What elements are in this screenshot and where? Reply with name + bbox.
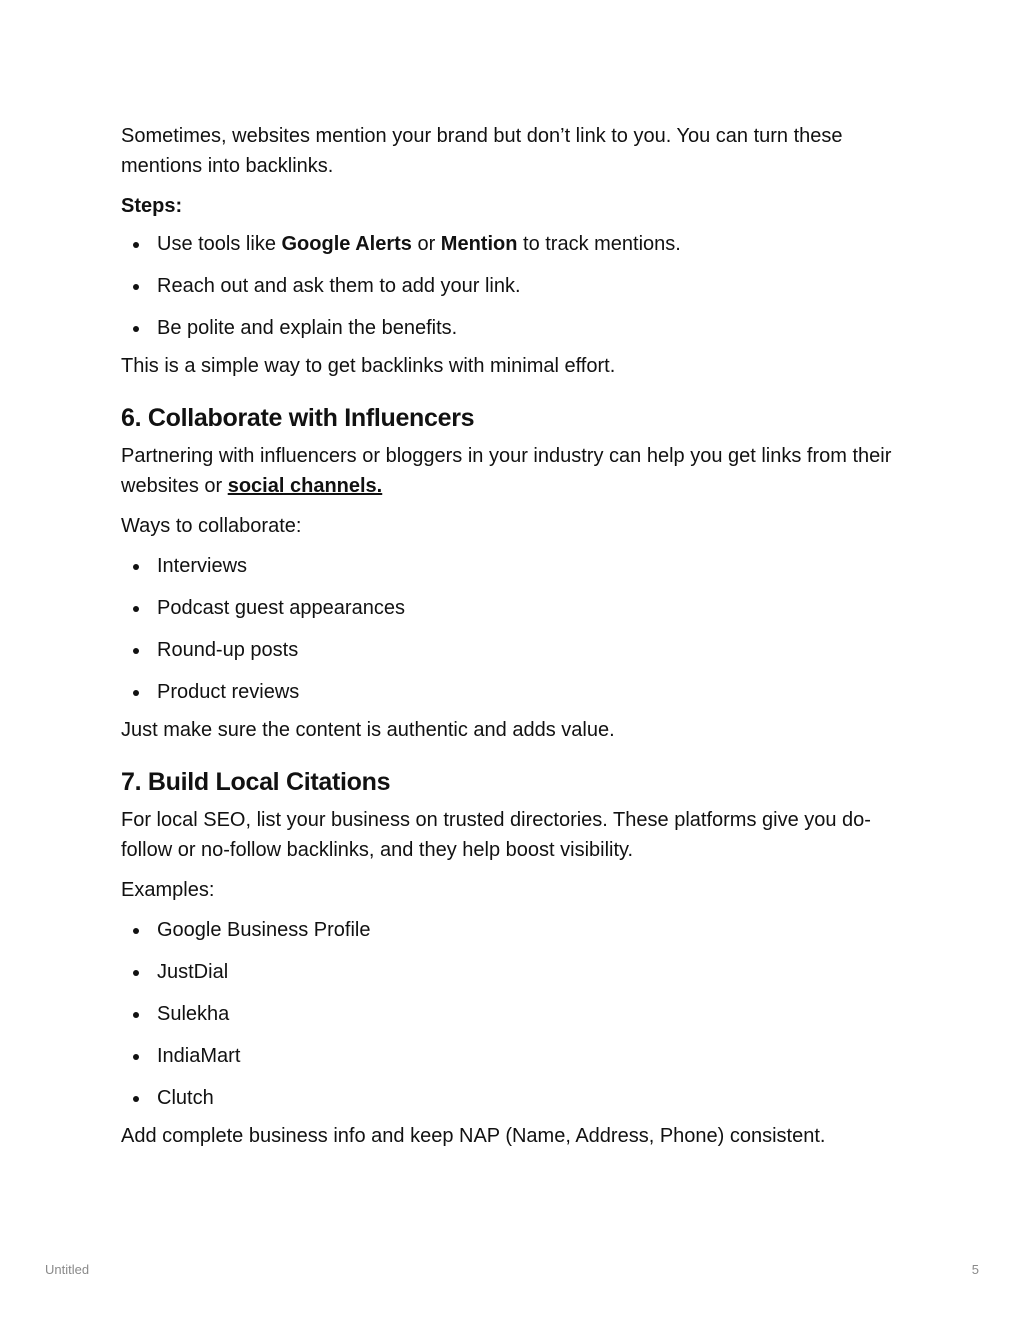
section6-body-text: Partnering with influencers or bloggers in your industry can help you get links from their websites or <box>121 445 892 497</box>
list-item <box>121 229 911 259</box>
list-item: Sulekha <box>121 999 911 1029</box>
list-item: Google Business Profile <box>121 915 911 945</box>
section7-list <box>121 915 911 1113</box>
list-item: JustDial <box>121 957 911 987</box>
section7-paragraph: For local SEO, list your business on trusted directories. These platforms give you do-follow or no-follow backlinks, and they help boost visibility. <box>121 809 871 861</box>
steps-label: Steps: <box>121 195 183 217</box>
intro-paragraph: Sometimes, websites mention your brand but don’t link to you. You can turn these mentions into backlinks. <box>121 125 843 177</box>
tool-name-google-alerts: Google Alerts <box>281 233 412 255</box>
step-text: Use tools like <box>157 233 282 255</box>
steps-list <box>121 229 911 343</box>
section6-closing: Just make sure the content is authentic and adds value. <box>121 719 615 741</box>
list-item: Interviews <box>121 551 911 581</box>
section7-heading: 7. Build Local Citations <box>121 768 391 796</box>
step-text: or <box>411 233 441 255</box>
list-item: IndiaMart <box>121 1041 911 1071</box>
section6-label: Ways to collaborate: <box>121 515 302 537</box>
list-item: Be polite and explain the benefits. <box>121 313 911 343</box>
list-item: Product reviews <box>121 677 911 707</box>
list-item: Round-up posts <box>121 635 911 665</box>
list-item: Clutch <box>121 1083 911 1113</box>
section6-heading: 6. Collaborate with Influencers <box>121 404 475 432</box>
section6-list <box>121 551 911 707</box>
list-item: Reach out and ask them to add your link. <box>121 271 911 301</box>
footer-page-number: 5 <box>971 1262 979 1277</box>
social-channels-link[interactable]: social channels. <box>227 475 383 497</box>
list-item: Podcast guest appearances <box>121 593 911 623</box>
intro-closing: This is a simple way to get backlinks with minimal effort. <box>121 355 616 377</box>
tool-name-mention: Mention <box>440 233 518 255</box>
section6-paragraph <box>121 441 911 501</box>
page-content <box>121 121 911 1151</box>
step-text: to track mentions. <box>517 233 681 255</box>
section7-label: Examples: <box>121 879 215 901</box>
section7-closing: Add complete business info and keep NAP (Name, Address, Phone) consistent. <box>121 1125 826 1147</box>
footer-document-title: Untitled <box>45 1262 90 1277</box>
